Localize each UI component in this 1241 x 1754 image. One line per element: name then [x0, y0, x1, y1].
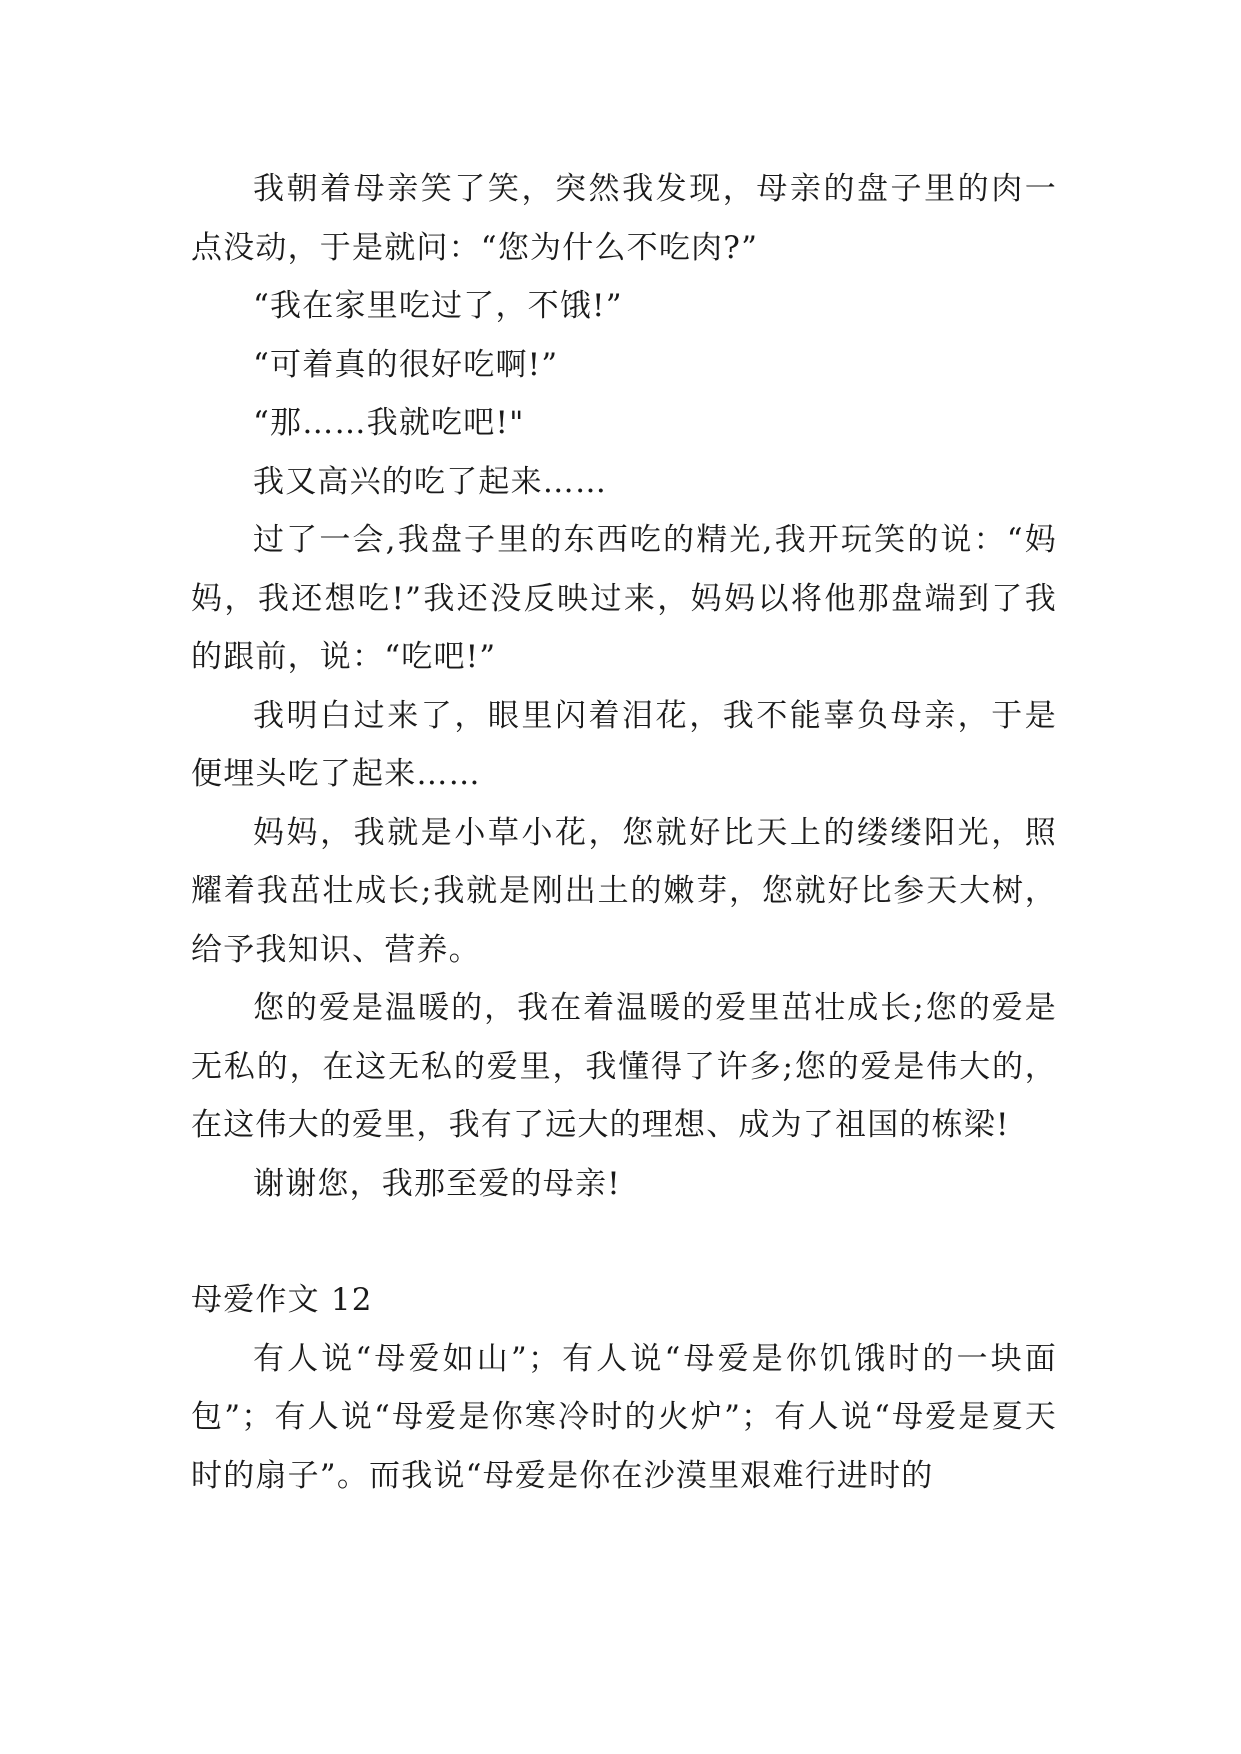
dialogue-line: “可着真的很好吃啊!”	[253, 346, 559, 383]
document-body	[191, 160, 1057, 1505]
paragraph: 谢谢您，我那至爱的母亲!	[253, 1165, 621, 1202]
dialogue-line: “我在家里吃过了，不饿!”	[253, 288, 623, 324]
paragraph: 我朝着母亲笑了笑，突然我发现，母亲的盘子里的肉一点没动，于是就问：“您为什么不吃肉?”	[191, 171, 1057, 266]
paragraph: 过了一会,我盘子里的东西吃的精光,我开玩笑的说：“妈妈，我还想吃!”我还没反映过来，妈妈以将他那盘端到了我的跟前，说：“吃吧!”	[191, 522, 1057, 675]
paragraph: 有人说“母爱如山”；有人说“母爱是你饥饿时的一块面包”；有人说“母爱是你寒冷时的火炉”；有人说“母爱是夏天时的扇子”。而我说“母爱是你在沙漠里艰难行进时的	[191, 1340, 1057, 1494]
paragraph: 妈妈，我就是小草小花，您就好比天上的缕缕阳光，照耀着我茁壮成长;我就是刚出土的嫩芽，您就好比参天大树，给予我知识、营养。	[191, 814, 1057, 968]
dialogue-line: “那……我就吃吧!"	[253, 405, 525, 441]
paragraph: 您的爱是温暖的，我在着温暖的爱里茁壮成长;您的爱是无私的，在这无私的爱里，我懂得了许多;您的爱是伟大的，在这伟大的爱里，我有了远大的理想、成为了祖国的栋梁!	[191, 990, 1057, 1143]
paragraph: 我明白过来了，眼里闪着泪花，我不能辜负母亲，于是便埋头吃了起来……	[191, 697, 1057, 792]
section-heading: 母爱作文 12	[191, 1282, 373, 1318]
paragraph: 我又高兴的吃了起来……	[253, 463, 608, 500]
